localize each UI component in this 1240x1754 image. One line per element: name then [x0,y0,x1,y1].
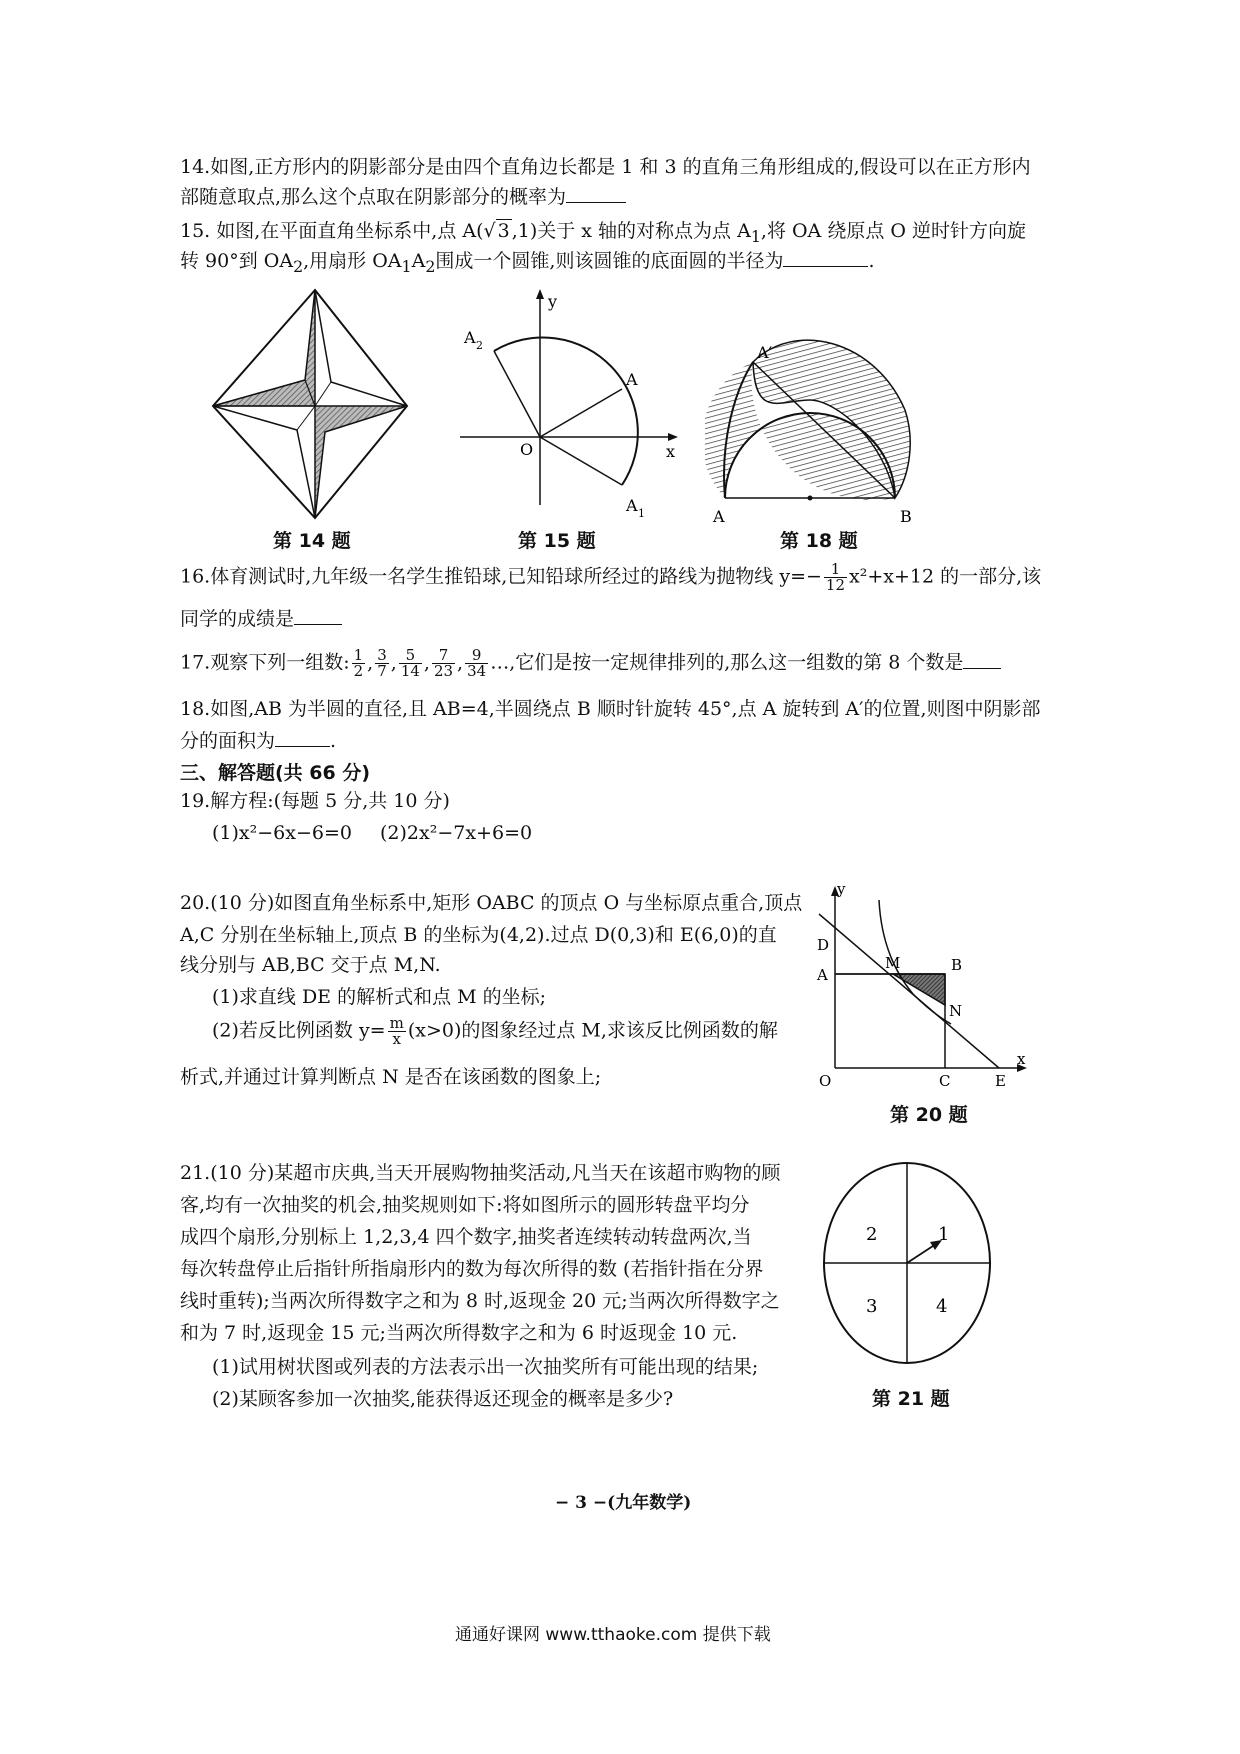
q17-fraction [432,648,455,679]
q20-frac-num: m [389,1014,404,1032]
q20-line3: 线分别与 AB,BC 交于点 M,N. [180,954,441,976]
label-n: N [949,1002,963,1020]
q18-period: . [330,730,337,752]
q17-frac-num: 7 [432,648,455,664]
q16-fraction [824,562,847,593]
q15-text-g: 围成一个圆锥,则该圆锥的底面圆的半径为 [435,250,784,272]
footer-download-note: 通通好课网 www.tthaoke.com 提供下载 [455,1625,771,1645]
q17-frac-num: 3 [377,646,387,664]
q17-comma: , [423,651,430,674]
q17-comma: , [367,651,374,674]
label-a-prime: A′ [757,343,773,362]
q17-suffix: …,它们是按一定规律排列的,那么这一组数的第 8 个数是 [490,651,964,674]
q16-frac-num: 1 [824,562,847,578]
answer-blank [294,606,342,625]
q20-line2: A,C 分别在坐标轴上,顶点 B 的坐标为(4,2).过点 D(0,3)和 E(6,0)的直 [180,924,777,946]
label-a: A [626,370,638,389]
q17-frac-num: 5 [399,648,422,664]
page-number: − 3 −(九年数学) [555,1493,692,1513]
q15-line1: 15. 如图,在平面直角坐标系中,点 A(√ 3 ,1)关于 x 轴的对称点为点 $A_1$,将 OA 绕原点 O 逆时针方向旋 [180,220,1026,246]
label-y: y [548,292,558,311]
q17-prefix: 17.观察下列一组数: [180,651,350,674]
q20-fraction [388,1016,406,1047]
q17-fraction [399,648,422,679]
q18-line1: 18.如图,AB 为半圆的直径,且 AB=4,半圆绕点 B 顺时针旋转 45°,点 A 旋转到 A′的位置,则图中阴影部 [180,698,1041,720]
q15-text-d: 转 90°到 OA [180,250,294,272]
q21-line3: 成四个扇形,分别标上 1,2,3,4 四个数字,抽奖者连续转动转盘两次,当 [180,1226,752,1248]
q16-text-a: 16.体育测试时,九年级一名学生推铅球,已知铅球所经过的路线为抛物线 y=− [180,565,822,588]
answer-blank [783,248,868,267]
figure-15 [450,285,690,530]
q20-part2-line2: 析式,并通过计算判断点 N 是否在该函数的图象上; [180,1066,602,1088]
q20-line1: 20.(10 分)如图直角坐标系中,矩形 OABC 的顶点 O 与坐标原点重合,顶点 [180,892,803,914]
q17-frac-num: 9 [465,648,488,664]
label-a1-sub: 1 [638,507,645,520]
q15-sub2a: 2 [293,256,304,276]
figure-20-caption: 第 20 题 [890,1104,968,1126]
q15-text-c: ,将 OA 绕原点 O 逆时针方向旋 [760,220,1026,242]
label-b: B [900,507,912,526]
q15-sqrt-value: 3 [497,220,510,242]
label-y: y [837,880,846,898]
q17-fraction [375,648,389,679]
label-a: A [713,507,725,526]
q15-text-f: A [411,250,426,272]
label-a2: A [464,328,476,347]
q20-text-b: (x>0)的图象经过点 M,求该反比例函数的解 [407,1019,778,1042]
label-d: D [817,936,830,954]
section-title: 三、解答题(共 66 分) [180,762,371,784]
q17-fraction [465,648,488,679]
q17-comma: , [390,651,397,674]
q21-part1: (1)试用树状图或列表的方法表示出一次抽奖所有可能出现的结果; [212,1356,759,1378]
figure-15-caption: 第 15 题 [518,530,596,552]
q15-period: . [868,250,875,272]
answer-blank [963,650,1001,669]
q17-line [180,648,1001,679]
answer-blank [275,728,330,747]
label-a2-sub: 2 [476,339,483,352]
label-o: O [819,1072,832,1090]
q15-sub1b: 1 [401,256,412,276]
label-x: x [1017,1050,1026,1068]
q14-line1: 14.如图,正方形内的阴影部分是由四个直角边长都是 1 和 3 的直角三角形组成的,假设可以在正方形内 [180,156,1031,178]
label-x: x [666,442,676,461]
y-axis-arrow [536,289,544,299]
q17-frac-den: 7 [377,662,387,680]
figure-21-caption: 第 21 题 [872,1388,950,1410]
sector-3: 3 [866,1296,878,1317]
q18-line2 [180,728,336,754]
label-b: B [951,956,963,974]
label-c: C [939,1072,951,1090]
q16-text-b: x²+x+12 的一部分,该 [849,565,1042,588]
label-o: O [520,440,534,459]
figure-18-caption: 第 18 题 [780,530,858,552]
q21-line1: 21.(10 分)某超市庆典,当天开展购物抽奖活动,凡当天在该超市购物的顾 [180,1162,781,1184]
label-e: E [995,1072,1006,1090]
answer-blank [566,184,626,203]
q15-text-a: 15. 如图,在平面直角坐标系中,点 A( [180,220,484,242]
q21-part2: (2)某顾客参加一次抽奖,能获得返还现金的概率是多少? [212,1388,674,1410]
q18-text-a: 分的面积为 [180,730,276,752]
figure-14-caption: 第 14 题 [273,530,351,552]
figure-14 [205,278,425,523]
q17-frac-den: 2 [353,662,364,680]
q16-frac-den: 12 [825,576,846,594]
figure-21-spinner [822,1160,997,1375]
q15-sub1: 1 [750,226,761,246]
label-a1: A [626,496,638,515]
q21-line6: 和为 7 时,返现金 15 元;当两次所得数字之和为 6 时返现金 10 元. [180,1322,738,1344]
q16-text-c: 同学的成绩是 [180,608,295,630]
q15-text-b: ,1)关于 x 轴的对称点为点 A [511,220,751,242]
q15-text-e: ,用扇形 OA [303,250,402,272]
q21-line4: 每次转盘停止后指针所指扇形内的数为每次所得的数 (若指针指在分界 [180,1258,764,1280]
q19-part2: (2)2x²−7x+6=0 [380,822,533,844]
label-a: A [817,966,828,984]
pointer-arrow [907,1244,936,1263]
q14-line2-text: 部随意取点,那么这个点取在阴影部分的概率为 [180,186,567,208]
q21-line5: 线时重转);当两次所得数字之和为 8 时,返现金 20 元;当两次所得数字之 [180,1290,780,1312]
q20-part2 [212,1016,778,1047]
q15-sub2b: 2 [425,256,436,276]
q17-frac-den: 14 [400,662,420,680]
q17-fraction [352,648,366,679]
q15-line2 [180,248,875,280]
q20-frac-den: x [392,1030,401,1048]
sector-4: 4 [936,1296,948,1317]
x-axis-arrow [668,433,678,441]
q17-frac-num: 1 [353,646,364,664]
q20-part1: (1)求直线 DE 的解析式和点 M 的坐标; [212,986,547,1008]
q16-line1 [180,562,1041,593]
q21-line2: 客,均有一次抽奖的机会,抽奖规则如下:将如图所示的圆形转盘平均分 [180,1194,750,1216]
q14-line2 [180,184,626,210]
sector-1: 1 [938,1224,950,1245]
q17-frac-den: 23 [433,662,454,680]
q17-fraction-list [350,646,491,680]
q16-line2 [180,606,342,632]
q20-text-a: (2)若反比例函数 y= [212,1019,386,1042]
label-m: M [885,954,901,972]
q17-frac-den: 34 [467,662,487,680]
sector-2: 2 [866,1224,878,1245]
figure-18 [705,330,935,530]
q19-line1: 19.解方程:(每题 5 分,共 10 分) [180,790,450,812]
figure-20 [805,880,1035,1095]
q19-part1: (1)x²−6x−6=0 [212,822,352,844]
q17-comma: , [457,651,464,674]
